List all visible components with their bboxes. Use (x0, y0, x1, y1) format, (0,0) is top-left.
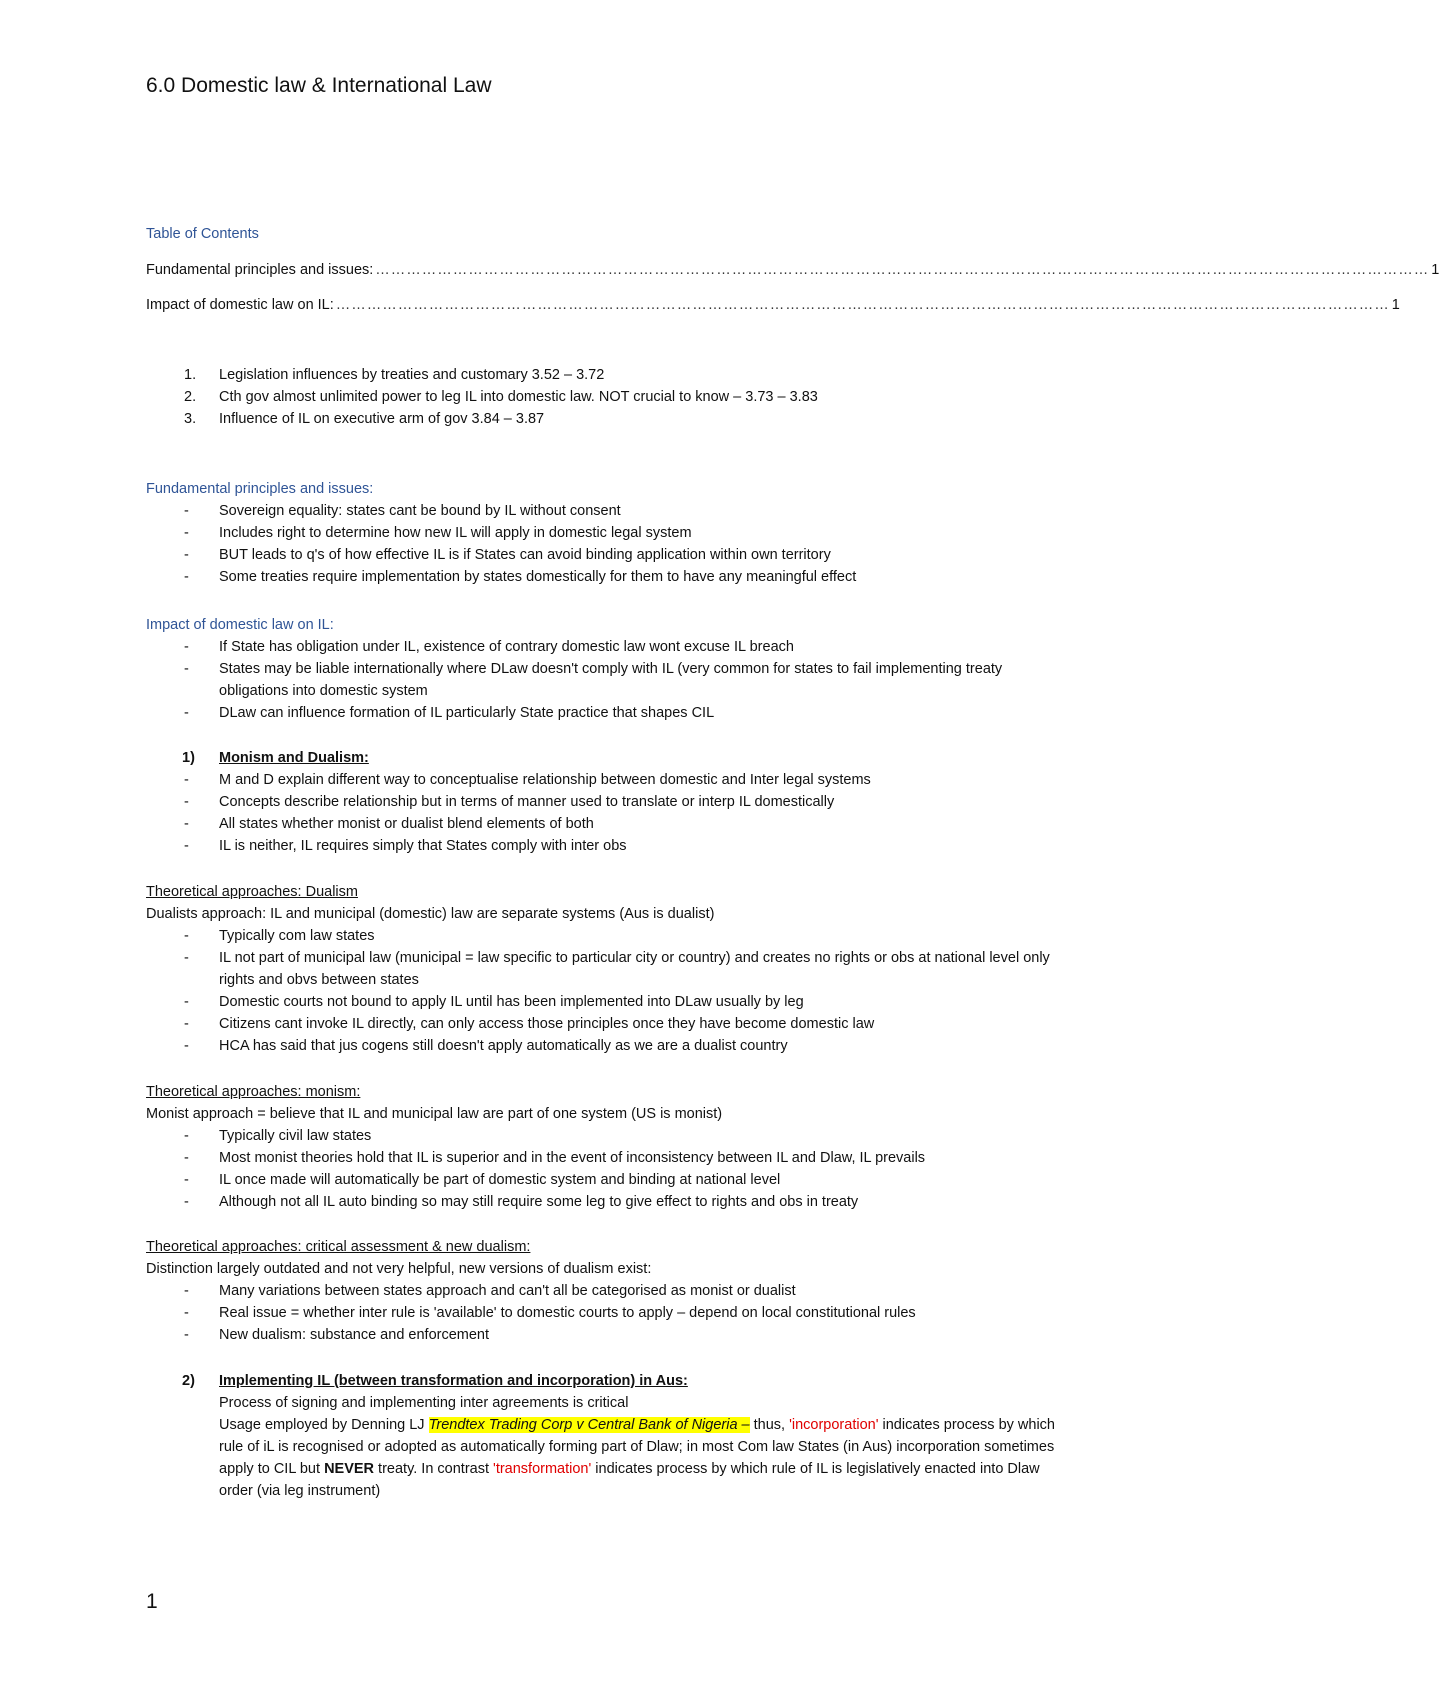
list-item: 3. Influence of IL on executive arm of gov 3.84 – 3.87 (184, 411, 545, 427)
toc-heading: Table of Contents (146, 226, 259, 242)
section-paragraph: Usage employed by Denning LJ Trendtex Trading Corp v Central Bank of Nigeria – thus, 'incorporation' indicates process by which rule of iL is recognised or adopted as automatically forming part of Dlaw; in most Com law States (in Aus) incorporation sometimes apply to CIL but NEVER treaty. In contrast 'transformation' indicates process by which rule of IL is legislatively enacted into Dlaw order (via leg instrument) (219, 1417, 1055, 1499)
list-item: - Real issue = whether inter rule is 'available' to domestic courts to apply – depend on local constitutional rules (146, 1302, 1066, 1324)
toc-entry-page: 1 (1391, 297, 1400, 313)
section-intro: Distinction largely outdated and not very helpful, new versions of dualism exist: (146, 1261, 652, 1277)
list-item: - Many variations between states approach and can't all be categorised as monist or dualist (146, 1280, 1066, 1302)
list-item: - Although not all IL auto binding so may still require some leg to give effect to rights and obs in treaty (146, 1191, 1066, 1213)
section-heading: Theoretical approaches: Dualism (146, 884, 358, 900)
list-item: - All states whether monist or dualist blend elements of both (146, 813, 1066, 835)
list-item: - DLaw can influence formation of IL particularly State practice that shapes CIL (146, 702, 1066, 724)
toc-entry-text: Impact of domestic law on IL: (146, 297, 334, 313)
list-item: 1. Legislation influences by treaties and customary 3.52 – 3.72 (184, 367, 605, 383)
document-title: 6.0 Domestic law & International Law (146, 74, 492, 97)
toc-leader: …………………………………………………………………………………………………………………………………………………………………………………… (335, 297, 1390, 313)
list-item: - Includes right to determine how new IL will apply in domestic legal system (146, 522, 1066, 544)
list-item: - IL not part of municipal law (municipal = law specific to particular city or country) and creates no rights or obs at national level only rights and obvs between states (146, 947, 1066, 991)
section-critical (146, 1236, 1066, 1346)
list-item: - Typically civil law states (146, 1125, 1066, 1147)
section-heading: Theoretical approaches: critical assessment & new dualism: (146, 1239, 531, 1255)
emphasis-never: NEVER (324, 1461, 375, 1477)
toc-leader: …………………………………………………………………………………………………………………………………………………………………………………… (375, 262, 1430, 278)
overview-list (146, 364, 1066, 430)
list-item: - Sovereign equality: states cant be bound by IL without consent (146, 500, 1066, 522)
list-item: - M and D explain different way to conceptualise relationship between domestic and Inter legal systems (146, 769, 1066, 791)
list-item: - If State has obligation under IL, existence of contrary domestic law wont excuse IL breach (146, 636, 1066, 658)
case-name: Trendtex Trading Corp v Central Bank of Nigeria – (428, 1417, 750, 1433)
list-item: - Concepts describe relationship but in terms of manner used to translate or interp IL domestically (146, 791, 1066, 813)
list-item: - Typically com law states (146, 925, 1066, 947)
toc-entry-text: Fundamental principles and issues: (146, 262, 374, 278)
toc-entry-page: 1 (1431, 262, 1439, 278)
page-number: 1 (146, 1590, 158, 1613)
toc-entry[interactable] (146, 262, 1439, 278)
section-intro: Process of signing and implementing inter agreements is critical (219, 1395, 629, 1411)
list-item: - Some treaties require implementation by states domestically for them to have any meaningful effect (146, 566, 1066, 588)
term-transformation: 'transformation' (493, 1461, 592, 1477)
section-heading: Fundamental principles and issues: (146, 481, 374, 497)
section-heading: Theoretical approaches: monism: (146, 1084, 361, 1100)
section-heading: 1) Monism and Dualism: (182, 750, 369, 766)
list-item: - IL is neither, IL requires simply that States comply with inter obs (146, 835, 1066, 857)
section-implementing (146, 1370, 1066, 1502)
section-intro: Dualists approach: IL and municipal (domestic) law are separate systems (Aus is dualist) (146, 906, 715, 922)
section-impact (146, 614, 1066, 724)
list-item: - States may be liable internationally where DLaw doesn't comply with IL (very common for states to fail implementing treaty obligations into domestic system (146, 658, 1066, 702)
section-monist (146, 1081, 1066, 1213)
section-fundamental (146, 478, 1066, 588)
list-item: - HCA has said that jus cogens still doesn't apply automatically as we are a dualist country (146, 1035, 1066, 1057)
list-item: - BUT leads to q's of how effective IL is if States can avoid binding application within own territory (146, 544, 1066, 566)
list-item: - New dualism: substance and enforcement (146, 1324, 1066, 1346)
list-item: 2. Cth gov almost unlimited power to leg IL into domestic law. NOT crucial to know – 3.73 – 3.83 (184, 389, 818, 405)
list-item: - Citizens cant invoke IL directly, can only access those principles once they have become domestic law (146, 1013, 1066, 1035)
section-intro: Monist approach = believe that IL and municipal law are part of one system (US is monist) (146, 1106, 723, 1122)
list-item: - IL once made will automatically be part of domestic system and binding at national level (146, 1169, 1066, 1191)
term-incorporation: 'incorporation' (789, 1417, 879, 1433)
list-item: - Domestic courts not bound to apply IL until has been implemented into DLaw usually by leg (146, 991, 1066, 1013)
toc-entry[interactable] (146, 297, 1400, 313)
section-heading: Impact of domestic law on IL: (146, 617, 334, 633)
section-dualism (146, 881, 1066, 1057)
list-item: - Most monist theories hold that IL is superior and in the event of inconsistency between IL and Dlaw, IL prevails (146, 1147, 1066, 1169)
section-monism-dualism (146, 747, 1066, 857)
section-heading: 2) Implementing IL (between transformation and incorporation) in Aus: (182, 1373, 688, 1389)
